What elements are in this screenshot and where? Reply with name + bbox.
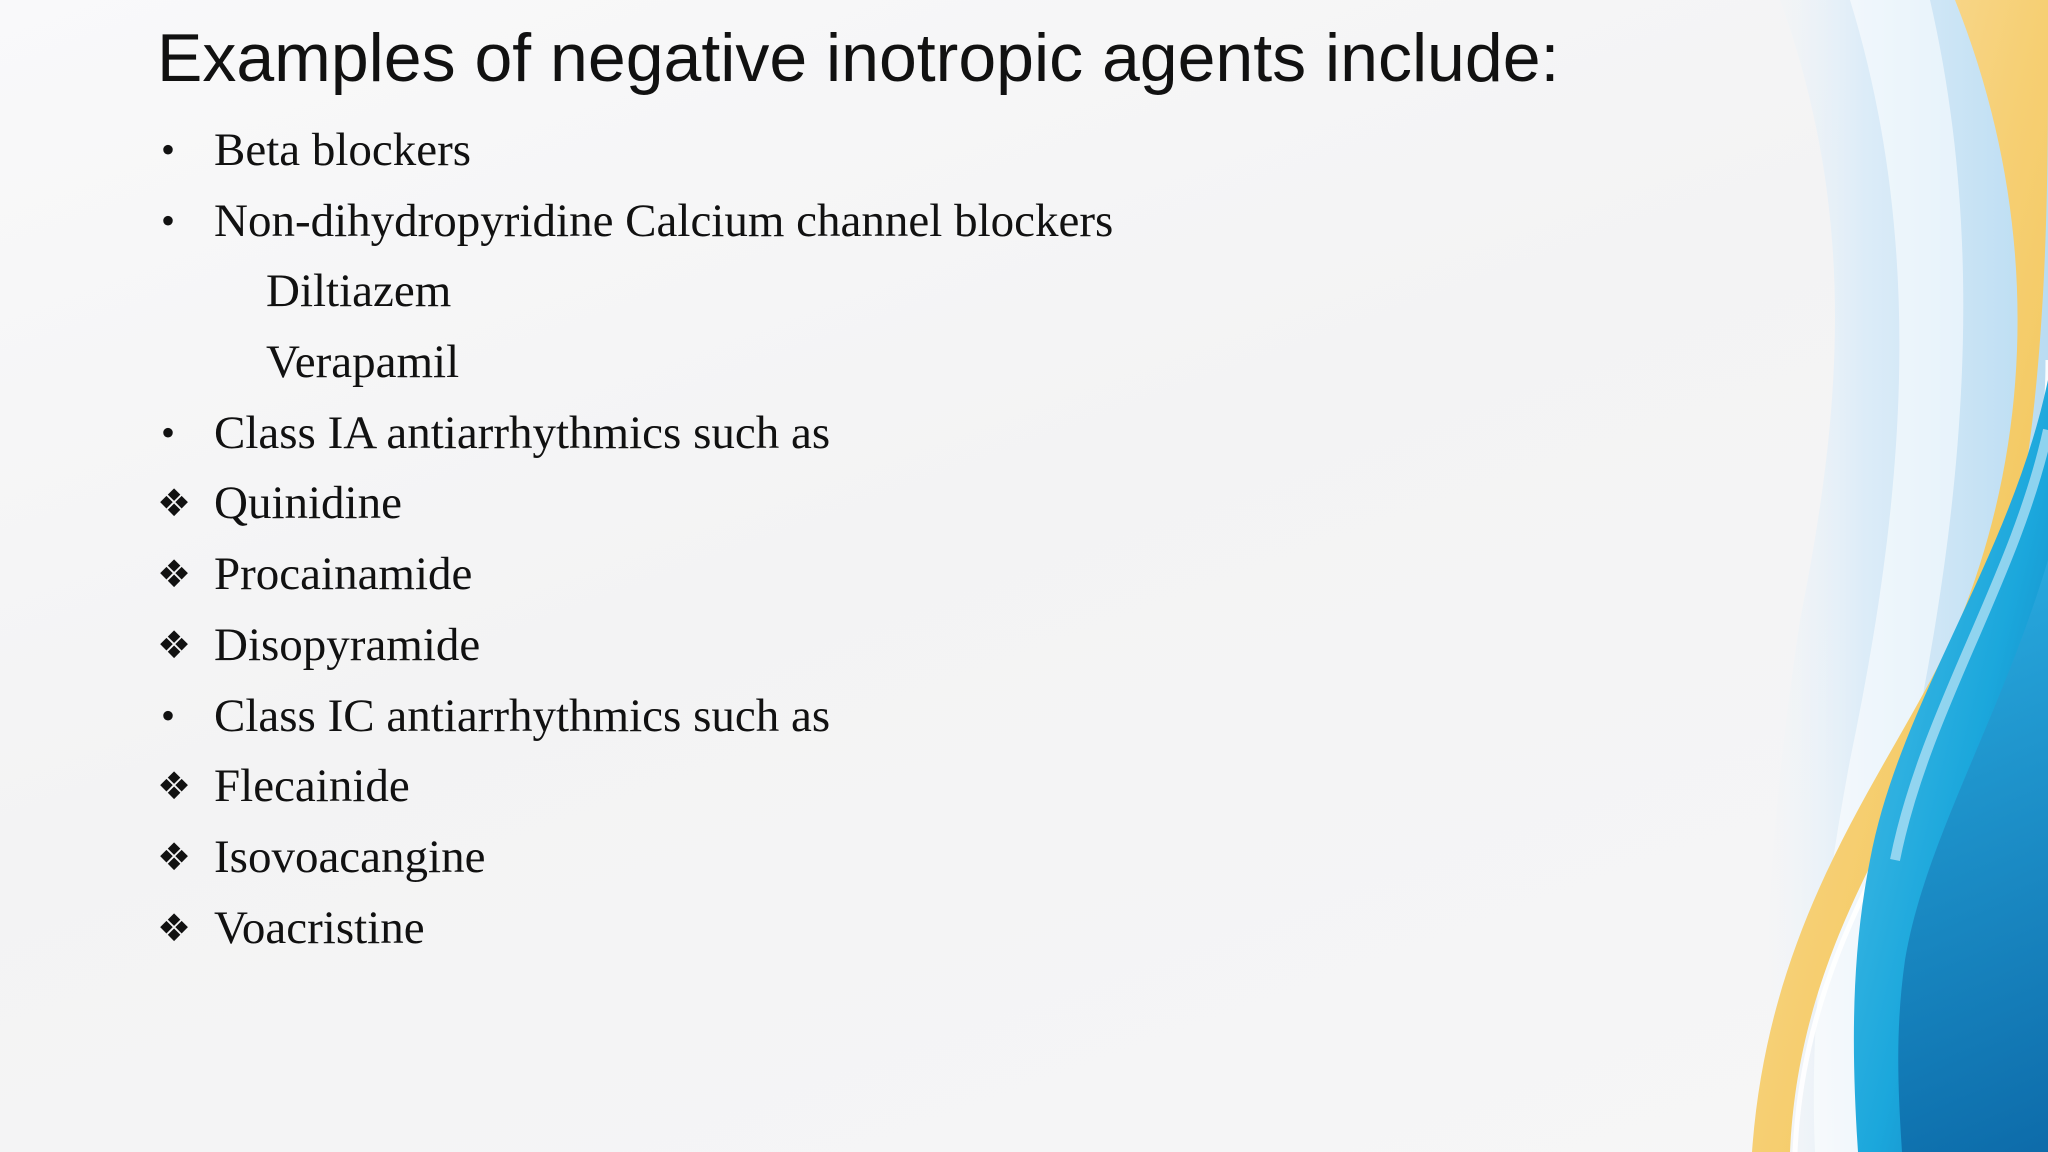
four-diamond-bullet-icon: ❖ [157,481,192,526]
four-diamond-bullet-icon: ❖ [157,905,192,950]
list-item-text: Non-dihydropyridine Calcium channel blockers [214,194,1114,247]
list-item-text: Beta blockers [214,124,472,176]
list-item-text: Class IA antiarrhythmics such as [214,406,831,459]
list-item-text: Flecainide [214,760,410,813]
four-diamond-bullet-icon: ❖ [157,552,192,597]
four-diamond-bullet-icon: ❖ [157,834,192,879]
list-item-text: Procainamide [214,548,473,601]
bullet-dot-icon: • [161,692,176,738]
four-diamond-bullet-icon: ❖ [157,622,192,667]
list-item-text: Class IC antiarrhythmics such as [214,689,831,742]
list-item-text: Diltiazem [266,265,452,318]
slide-title: Examples of negative inotropic agents include: [157,20,1560,96]
bullet-dot-icon: • [161,197,176,243]
list-item-text: Quinidine [214,477,402,530]
bullet-dot-icon: • [161,409,176,455]
list-item-text: Disopyramide [214,618,481,671]
four-diamond-bullet-icon: ❖ [157,764,192,809]
list-item-text: Verapamil [266,336,460,389]
bullet-dot-icon: • [161,127,176,172]
list-item-text: Voacristine [214,901,425,954]
list-item-text: Isovoacangine [214,830,486,883]
